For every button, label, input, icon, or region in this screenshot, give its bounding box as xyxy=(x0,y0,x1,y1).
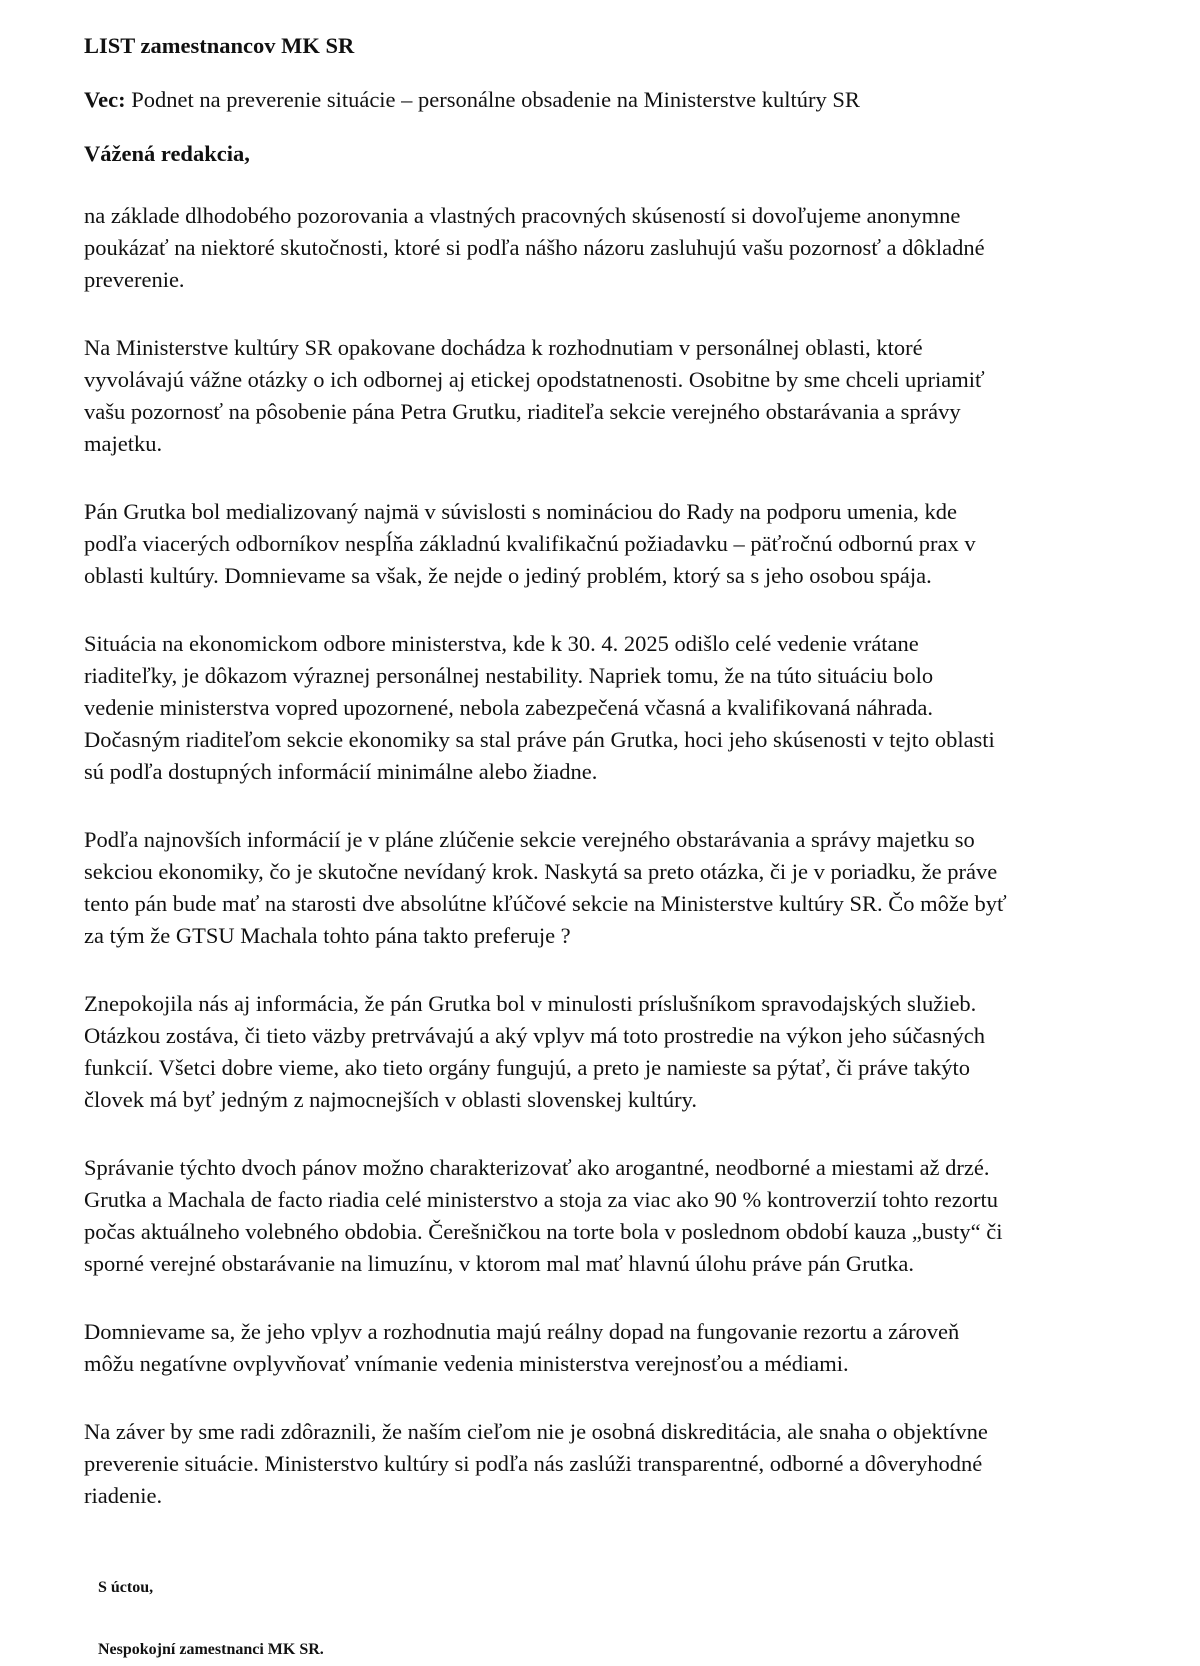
paragraph-line: sporné verejné obstarávanie na limuzínu, v ktorom mal mať hlavnú úlohu práve pán Grutka. xyxy=(84,1251,914,1276)
paragraph-line: Situácia na ekonomickom odbore ministerstva, kde k 30. 4. 2025 odišlo celé vedenie vrátane xyxy=(84,631,919,656)
paragraph-4 xyxy=(84,628,1124,788)
paragraph-line: sú podľa dostupných informácií minimálne alebo žiadne. xyxy=(84,759,598,784)
paragraph-line: preverenie. xyxy=(84,267,185,292)
signature: Nespokojní zamestnanci MK SR. xyxy=(98,1641,324,1658)
paragraph-line: majetku. xyxy=(84,431,163,456)
letter-page xyxy=(84,30,1124,1666)
paragraph-line: riadenie. xyxy=(84,1483,163,1508)
paragraph-line: riaditeľky, je dôkazom výraznej personálnej nestability. Napriek tomu, že na túto situáciu bolo xyxy=(84,663,934,688)
paragraph-8 xyxy=(84,1316,1124,1380)
paragraph-line: podľa viacerých odborníkov nespĺňa základnú kvalifikačnú požiadavku – päťročnú odbornú prax v xyxy=(84,531,976,556)
paragraph-line: Otázkou zostáva, či tieto väzby pretrvávajú a aký vplyv má toto prostredie na výkon jeho súčasných xyxy=(84,1023,985,1048)
subject-label: Vec: xyxy=(84,87,126,112)
letter-title: LIST zamestnancov MK SR xyxy=(84,33,355,58)
salutation: Vážená redakcia, xyxy=(84,141,250,166)
closing: S úctou, xyxy=(98,1579,154,1596)
paragraph-line: Dočasným riaditeľom sekcie ekonomiky sa stal práve pán Grutka, hoci jeho skúsenosti v tejto oblasti xyxy=(84,727,995,752)
paragraph-9 xyxy=(84,1416,1124,1512)
paragraph-line: môžu negatívne ovplyvňovať vnímanie vedenia ministerstva verejnosťou a médiami. xyxy=(84,1351,849,1376)
paragraph-5 xyxy=(84,824,1124,952)
paragraph-line: funkcií. Všetci dobre vieme, ako tieto orgány fungujú, a preto je namieste sa pýtať, či práve takýto xyxy=(84,1055,971,1080)
paragraph-line: tento pán bude mať na starosti dve absolútne kľúčové sekcie na Ministerstve kultúry SR. Čo môže byť xyxy=(84,891,1007,916)
paragraph-line: človek má byť jedným z najmocnejších v oblasti slovenskej kultúry. xyxy=(84,1087,698,1112)
paragraph-line: za tým že GTSU Machala tohto pána takto preferuje ? xyxy=(84,923,571,948)
paragraph-3 xyxy=(84,496,1124,592)
paragraph-line: vedenie ministerstva vopred upozornené, nebola zabezpečená včasná a kvalifikovaná náhrada. xyxy=(84,695,933,720)
paragraph-line: Správanie týchto dvoch pánov možno charakterizovať ako arogantné, neodborné a miestami až drzé. xyxy=(84,1155,990,1180)
paragraph-line: Pán Grutka bol medializovaný najmä v súvislosti s nomináciou do Rady na podporu umenia, kde xyxy=(84,499,957,524)
paragraph-line: počas aktuálneho volebného obdobia. Čerešničkou na torte bola v poslednom období kauza „busty“ či xyxy=(84,1219,1003,1244)
subject-text: Podnet na preverenie situácie – personálne obsadenie na Ministerstve kultúry SR xyxy=(125,87,860,112)
paragraph-2 xyxy=(84,332,1124,460)
paragraph-line: Na záver by sme radi zdôraznili, že naším cieľom nie je osobná diskreditácia, ale snaha o objektívne xyxy=(84,1419,988,1444)
paragraph-line: vyvolávajú vážne otázky o ich odbornej aj etickej opodstatnenosti. Osobitne by sme chceli upriamiť xyxy=(84,367,985,392)
paragraph-line: Podľa najnovších informácií je v pláne zlúčenie sekcie verejného obstarávania a správy majetku so xyxy=(84,827,975,852)
paragraph-6 xyxy=(84,988,1124,1116)
paragraph-line: vašu pozornosť na pôsobenie pána Petra Grutku, riaditeľa sekcie verejného obstarávania a správy xyxy=(84,399,961,424)
letter-subject xyxy=(84,84,1124,116)
paragraph-1 xyxy=(84,200,1124,296)
paragraph-line: Znepokojila nás aj informácia, že pán Grutka bol v minulosti príslušníkom spravodajských služieb. xyxy=(84,991,977,1016)
paragraph-line: oblasti kultúry. Domnievame sa však, že nejde o jediný problém, ktorý sa s jeho osobou spája. xyxy=(84,563,932,588)
paragraph-line: Domnievame sa, že jeho vplyv a rozhodnutia majú reálny dopad na fungovanie rezortu a zároveň xyxy=(84,1319,960,1344)
paragraph-line: sekciou ekonomiky, čo je skutočne nevídaný krok. Naskytá sa preto otázka, či je v poriadku, že práve xyxy=(84,859,998,884)
paragraph-line: poukázať na niektoré skutočnosti, ktoré si podľa nášho názoru zasluhujú vašu pozornosť a dôkladné xyxy=(84,235,985,260)
paragraph-line: preverenie situácie. Ministerstvo kultúry si podľa nás zaslúži transparentné, odborné a dôveryhodné xyxy=(84,1451,983,1476)
paragraph-line: na základe dlhodobého pozorovania a vlastných pracovných skúseností si dovoľujeme anonymne xyxy=(84,203,961,228)
paragraph-7 xyxy=(84,1152,1124,1280)
letter-body xyxy=(84,200,1124,1512)
paragraph-line: Grutka a Machala de facto riadia celé ministerstvo a stoja za viac ako 90 % kontroverzií tohto rezortu xyxy=(84,1187,999,1212)
paragraph-line: Na Ministerstve kultúry SR opakovane dochádza k rozhodnutiam v personálnej oblasti, ktoré xyxy=(84,335,923,360)
